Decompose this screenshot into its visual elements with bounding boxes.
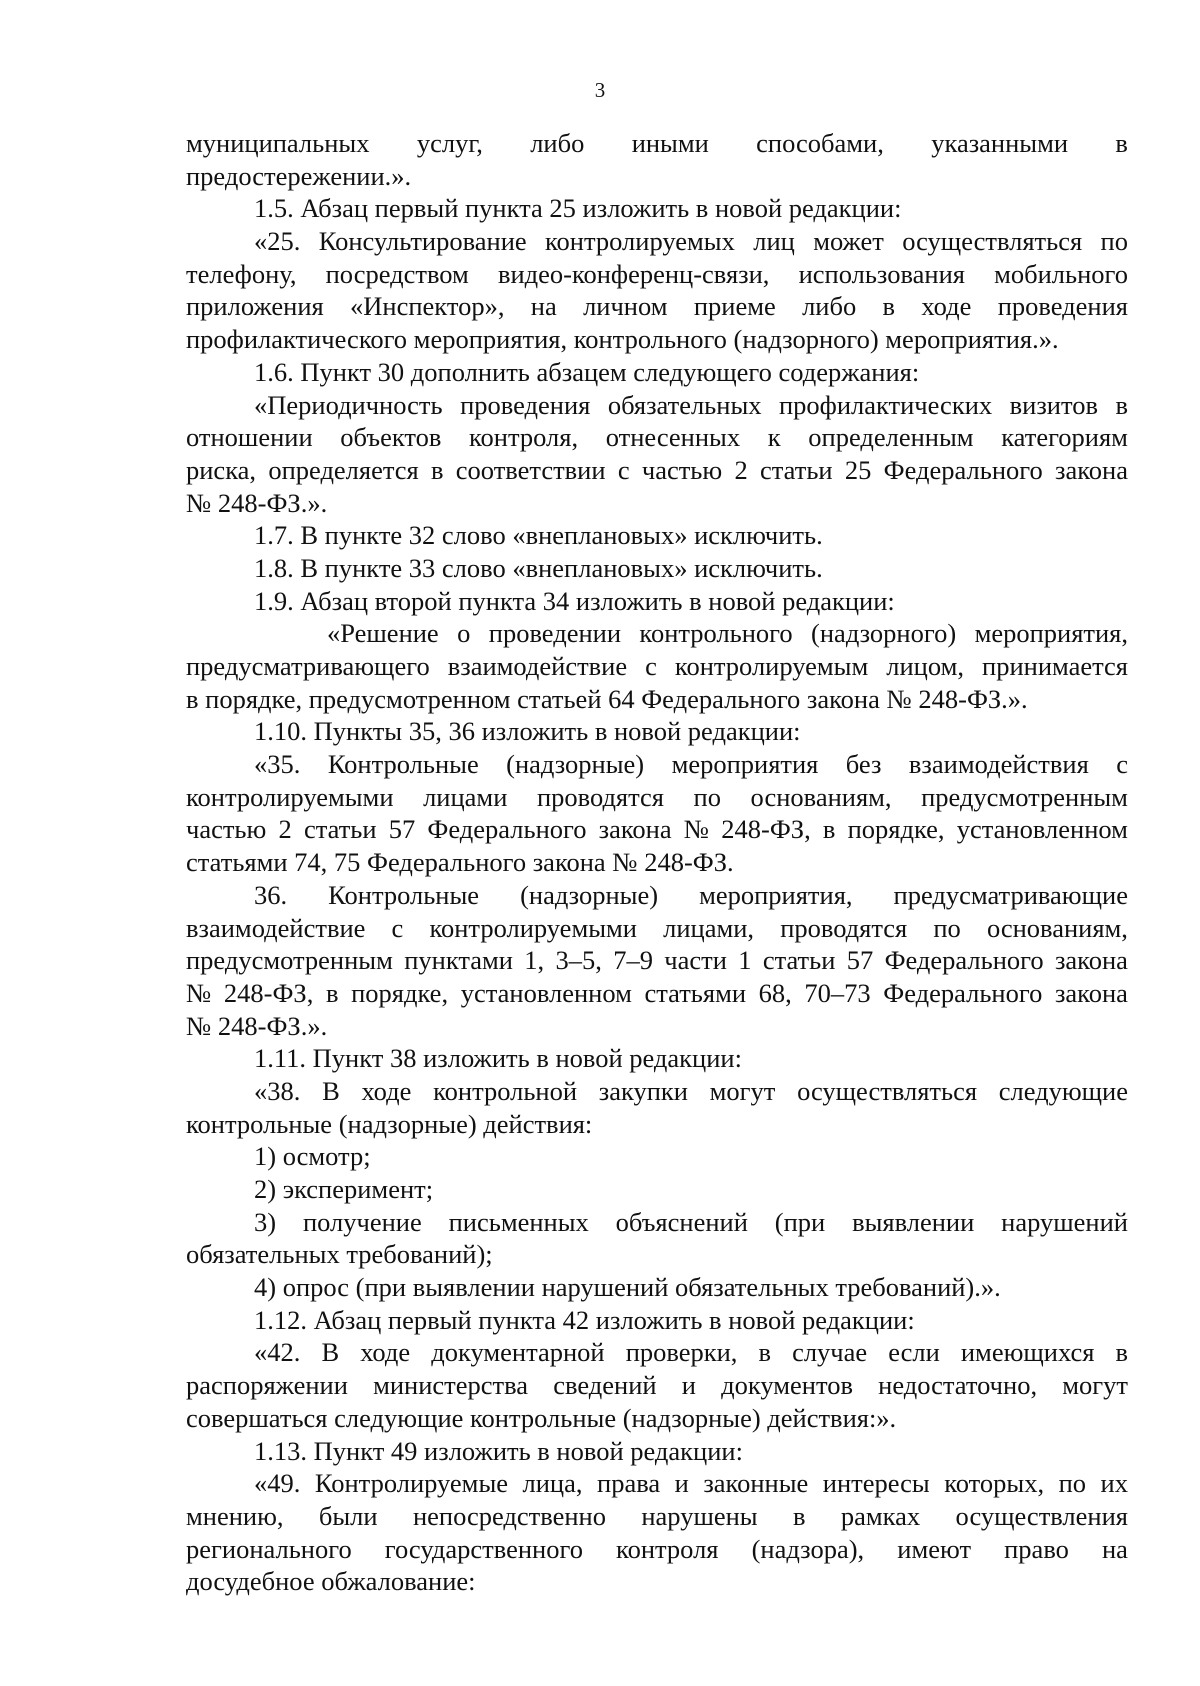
text-line: 1.12. Абзац первый пункта 42 изложить в новой редакции: (254, 1304, 915, 1335)
word: «42. (254, 1337, 301, 1368)
text-line: обязательных требований); (186, 1239, 493, 1270)
word: в (431, 454, 444, 485)
word: видео-конференц-связи, (497, 258, 770, 289)
word: № (683, 814, 710, 845)
word: ходе (360, 1337, 411, 1368)
word: предусматривающие (893, 879, 1128, 910)
word: контроля (616, 1533, 719, 1564)
word: взаимодействие (447, 651, 628, 681)
word: контролируемым (674, 651, 869, 681)
word: 1 (738, 945, 752, 976)
word: по (1100, 226, 1128, 257)
text-line: 1.7. В пункте 32 слово «внеплановых» исключить. (254, 520, 823, 551)
word: с (617, 454, 630, 485)
word: с (391, 912, 404, 943)
word: нарушены (641, 1500, 758, 1531)
word: лицами, (663, 912, 755, 943)
word: статьи (303, 814, 377, 845)
word: имеющихся (960, 1337, 1095, 1368)
word: частью (641, 454, 723, 485)
word: основаниям, (986, 912, 1128, 943)
word: Контрольные (328, 879, 480, 910)
word: порядке, (351, 977, 449, 1008)
text-line (186, 879, 1128, 912)
text-line: № 248-ФЗ.». (186, 1010, 328, 1041)
text-line: 1.8. В пункте 33 слово «внеплановых» исключить. (254, 552, 823, 583)
word: либо (802, 291, 857, 322)
text-line: контрольные (надзорные) действия: (186, 1108, 593, 1139)
word: В (322, 1075, 340, 1106)
text-line: 1.9. Абзац второй пункта 34 изложить в новой редакции: (254, 585, 895, 616)
word: осуществления (955, 1500, 1128, 1531)
word: частью (186, 814, 267, 845)
text-line: досудебное обжалование: (186, 1566, 476, 1597)
word: и (681, 1370, 696, 1401)
word: ходе (921, 291, 972, 322)
text-line (186, 1500, 1128, 1533)
word: мнению, (186, 1500, 284, 1531)
word: выявлении (852, 1206, 975, 1237)
word: отнесенных (605, 422, 741, 453)
word: Консультирование (318, 226, 527, 257)
word: права (597, 1468, 661, 1499)
word: иными (631, 128, 709, 158)
word: «25. (254, 226, 301, 257)
word: основаниям, (750, 781, 892, 812)
word: мероприятия (671, 749, 819, 780)
word: взаимодействие (186, 912, 366, 943)
word: Контрольные (327, 749, 479, 780)
word: в (1115, 389, 1128, 420)
word: контрольного (639, 618, 793, 649)
word: объектов (340, 422, 442, 453)
word: осуществляться (902, 226, 1083, 257)
text-line (186, 1369, 1128, 1402)
text-line (186, 617, 1128, 650)
word: нарушений (1001, 1206, 1128, 1237)
word: муниципальных (186, 128, 370, 158)
word: на (1102, 1533, 1128, 1564)
text-line: профилактического мероприятия, контрольного (надзорного) мероприятия.». (186, 324, 1059, 355)
word: статьи (762, 945, 836, 976)
word: посредством (325, 258, 469, 289)
word: 1, (524, 945, 545, 976)
word: способами, (756, 128, 884, 158)
word: контролируемыми (186, 781, 394, 812)
word: «Инспектор», (350, 291, 505, 322)
word: проводятся (780, 912, 908, 943)
word: ходе (361, 1075, 412, 1106)
word: лиц (753, 226, 795, 257)
word: непосредственно (412, 1500, 606, 1531)
word: предусмотренным (186, 945, 393, 976)
text-line (186, 1206, 1128, 1239)
word: статьями (644, 977, 747, 1008)
word: 7–9 (613, 945, 653, 976)
text-line (186, 290, 1128, 323)
word: закона (1054, 977, 1128, 1008)
word: в (1115, 128, 1128, 158)
text-line (186, 1336, 1128, 1369)
word: «38. (254, 1075, 301, 1106)
text-line (186, 781, 1128, 814)
text-line: совершаться следующие контрольные (надзорные) действия:». (186, 1402, 897, 1433)
word: телефону, (186, 258, 297, 289)
word: в (325, 977, 339, 1008)
word: о (457, 618, 471, 649)
text-line (186, 650, 1128, 683)
word: 68, (758, 977, 792, 1008)
word: порядке, (847, 814, 945, 845)
word: министерства (373, 1370, 529, 1401)
word: контролируемыми (429, 912, 637, 943)
word: получение (302, 1206, 422, 1237)
word: соответствии (455, 454, 606, 485)
word: имеют (897, 1533, 972, 1564)
word: 2 (734, 454, 748, 485)
word: «49. (254, 1468, 301, 1499)
word: (надзорные) (506, 749, 645, 780)
word: контрольной (433, 1075, 578, 1106)
text-line: № 248-ФЗ.». (186, 487, 328, 518)
word: на (530, 291, 557, 322)
word: либо (530, 128, 585, 158)
word: их (1100, 1468, 1128, 1499)
word: контроля, (469, 422, 579, 453)
text-line (186, 389, 1128, 422)
word: Федерального (883, 454, 1043, 485)
word: в (1115, 1337, 1128, 1368)
word: определенным (808, 422, 974, 453)
word: регионального (186, 1533, 352, 1564)
text-line: 1.5. Абзац первый пункта 25 изложить в новой редакции: (254, 193, 902, 224)
word: Федерального (884, 945, 1044, 976)
text-line (186, 977, 1128, 1010)
word: следующие (998, 1075, 1128, 1106)
word: принимается (982, 651, 1128, 681)
word: закона (598, 814, 672, 845)
word: контролируемых (545, 226, 735, 257)
text-line (186, 1533, 1128, 1566)
word: распоряжении (186, 1370, 348, 1401)
word: документарной (431, 1337, 605, 1368)
word: мероприятия, (699, 879, 853, 910)
word: в (822, 814, 836, 845)
word: предусматривающего (186, 651, 430, 681)
word: В (321, 1337, 340, 1368)
word: отношении (186, 422, 313, 453)
word: определяется (268, 454, 419, 485)
word: если (888, 1337, 940, 1368)
word: 70–73 (804, 977, 871, 1008)
word: с (645, 651, 657, 681)
word: «Периодичность (254, 389, 443, 420)
word: использования (798, 258, 965, 289)
word: Контролируемые (314, 1468, 509, 1499)
word: части (664, 945, 727, 976)
word: и (674, 1468, 689, 1499)
word: в (882, 291, 896, 322)
word: могут (1062, 1370, 1128, 1401)
word: (надзорного) (811, 618, 957, 649)
word: закупки (598, 1075, 688, 1106)
word: осуществляться (797, 1075, 978, 1106)
text-line (186, 1075, 1128, 1108)
word: приложения (186, 291, 324, 322)
word: по (1058, 1468, 1087, 1499)
word: 57 (388, 814, 416, 845)
word: риска, (186, 454, 257, 485)
text-line (186, 225, 1128, 258)
word: пунктами (404, 945, 513, 976)
word: мобильного (994, 258, 1128, 289)
word: случае (792, 1337, 868, 1368)
word: проведения (460, 389, 591, 420)
word: профилактических (779, 389, 993, 420)
word: (надзора), (751, 1533, 865, 1564)
word: личном (583, 291, 668, 322)
word: (при (774, 1206, 826, 1237)
word: 57 (846, 945, 874, 976)
word: категориям (1001, 422, 1128, 453)
word: государственного (384, 1533, 583, 1564)
word: «35. (254, 749, 301, 780)
word: по (933, 912, 961, 943)
text-line (186, 421, 1128, 454)
word: 25 (844, 454, 872, 485)
text-line (186, 454, 1128, 487)
word: в (792, 1500, 806, 1531)
word: к (767, 422, 781, 453)
word: предусмотренным (921, 781, 1128, 812)
word: интересы (822, 1468, 930, 1499)
word: обязательных (607, 389, 762, 420)
word: были (318, 1500, 378, 1531)
word: проведения (997, 291, 1128, 322)
word: которых, (944, 1468, 1045, 1499)
text-line: 1.10. Пункты 35, 36 изложить в новой редакции: (254, 716, 801, 747)
text-line: 1) осмотр; (254, 1141, 371, 1172)
word: лицами (423, 781, 508, 812)
word: проводятся (536, 781, 664, 812)
word: без (845, 749, 882, 780)
text-line (186, 748, 1128, 781)
word: мероприятия, (974, 618, 1128, 649)
word: Федерального (427, 814, 587, 845)
word: 248-ФЗ, (223, 977, 314, 1008)
word: услуг, (416, 128, 483, 158)
word: 3–5, (555, 945, 602, 976)
word: в (758, 1337, 771, 1368)
text-line (186, 1467, 1128, 1500)
word: № (186, 977, 212, 1008)
text-line: 4) опрос (при выявлении нарушений обязательных требований).». (254, 1272, 1001, 1303)
word: взаимодействия (908, 749, 1089, 780)
text-line (186, 127, 1128, 160)
text-line (186, 944, 1128, 977)
text-line: 2) эксперимент; (254, 1174, 434, 1204)
word: может (813, 226, 884, 257)
word: могут (709, 1075, 776, 1106)
word: 2 (278, 814, 292, 845)
text-line: статьями 74, 75 Федерального закона № 248-ФЗ. (186, 847, 734, 878)
word: сведений (553, 1370, 657, 1401)
word: письменных (448, 1206, 589, 1237)
word: закона (1055, 454, 1128, 485)
word: указанными (931, 128, 1069, 158)
word: с (1116, 749, 1128, 780)
word: приеме (693, 291, 776, 322)
word: закона (1054, 945, 1128, 976)
text-line: в порядке, предусмотренном статьей 64 Федерального закона № 248-ФЗ.». (186, 683, 1028, 714)
text-line (186, 912, 1128, 945)
word: документов (721, 1370, 853, 1401)
word: 248-ФЗ, (721, 814, 811, 845)
word: Федерального (883, 977, 1043, 1008)
word: проверки, (625, 1337, 738, 1368)
word: 3) (254, 1206, 277, 1237)
text-line: 1.11. Пункт 38 изложить в новой редакции: (254, 1043, 742, 1074)
word: недостаточно, (878, 1370, 1038, 1401)
word: по (693, 781, 721, 812)
text-line: 1.6. Пункт 30 дополнить абзацем следующего содержания: (254, 356, 920, 387)
word: проведении (488, 618, 622, 649)
word: (надзорные) (520, 879, 659, 910)
word: визитов (1009, 389, 1098, 420)
word: статьи (760, 454, 833, 485)
word: рамках (840, 1500, 921, 1531)
text-line: 1.13. Пункт 49 изложить в новой редакции: (254, 1435, 743, 1466)
word: лица, (522, 1468, 583, 1499)
word: установленном (956, 814, 1128, 845)
text-line (186, 813, 1128, 846)
text-line (186, 258, 1128, 291)
word: законные (703, 1468, 809, 1499)
word: право (1004, 1533, 1069, 1564)
document-body (186, 127, 1128, 1598)
word: объяснений (615, 1206, 748, 1237)
page-number: 3 (594, 78, 606, 102)
word: установленном (460, 977, 632, 1008)
word: лицом, (886, 651, 965, 681)
word: 36. (254, 879, 288, 910)
text-line: предостережении.». (186, 160, 412, 191)
word: «Решение (327, 618, 439, 649)
